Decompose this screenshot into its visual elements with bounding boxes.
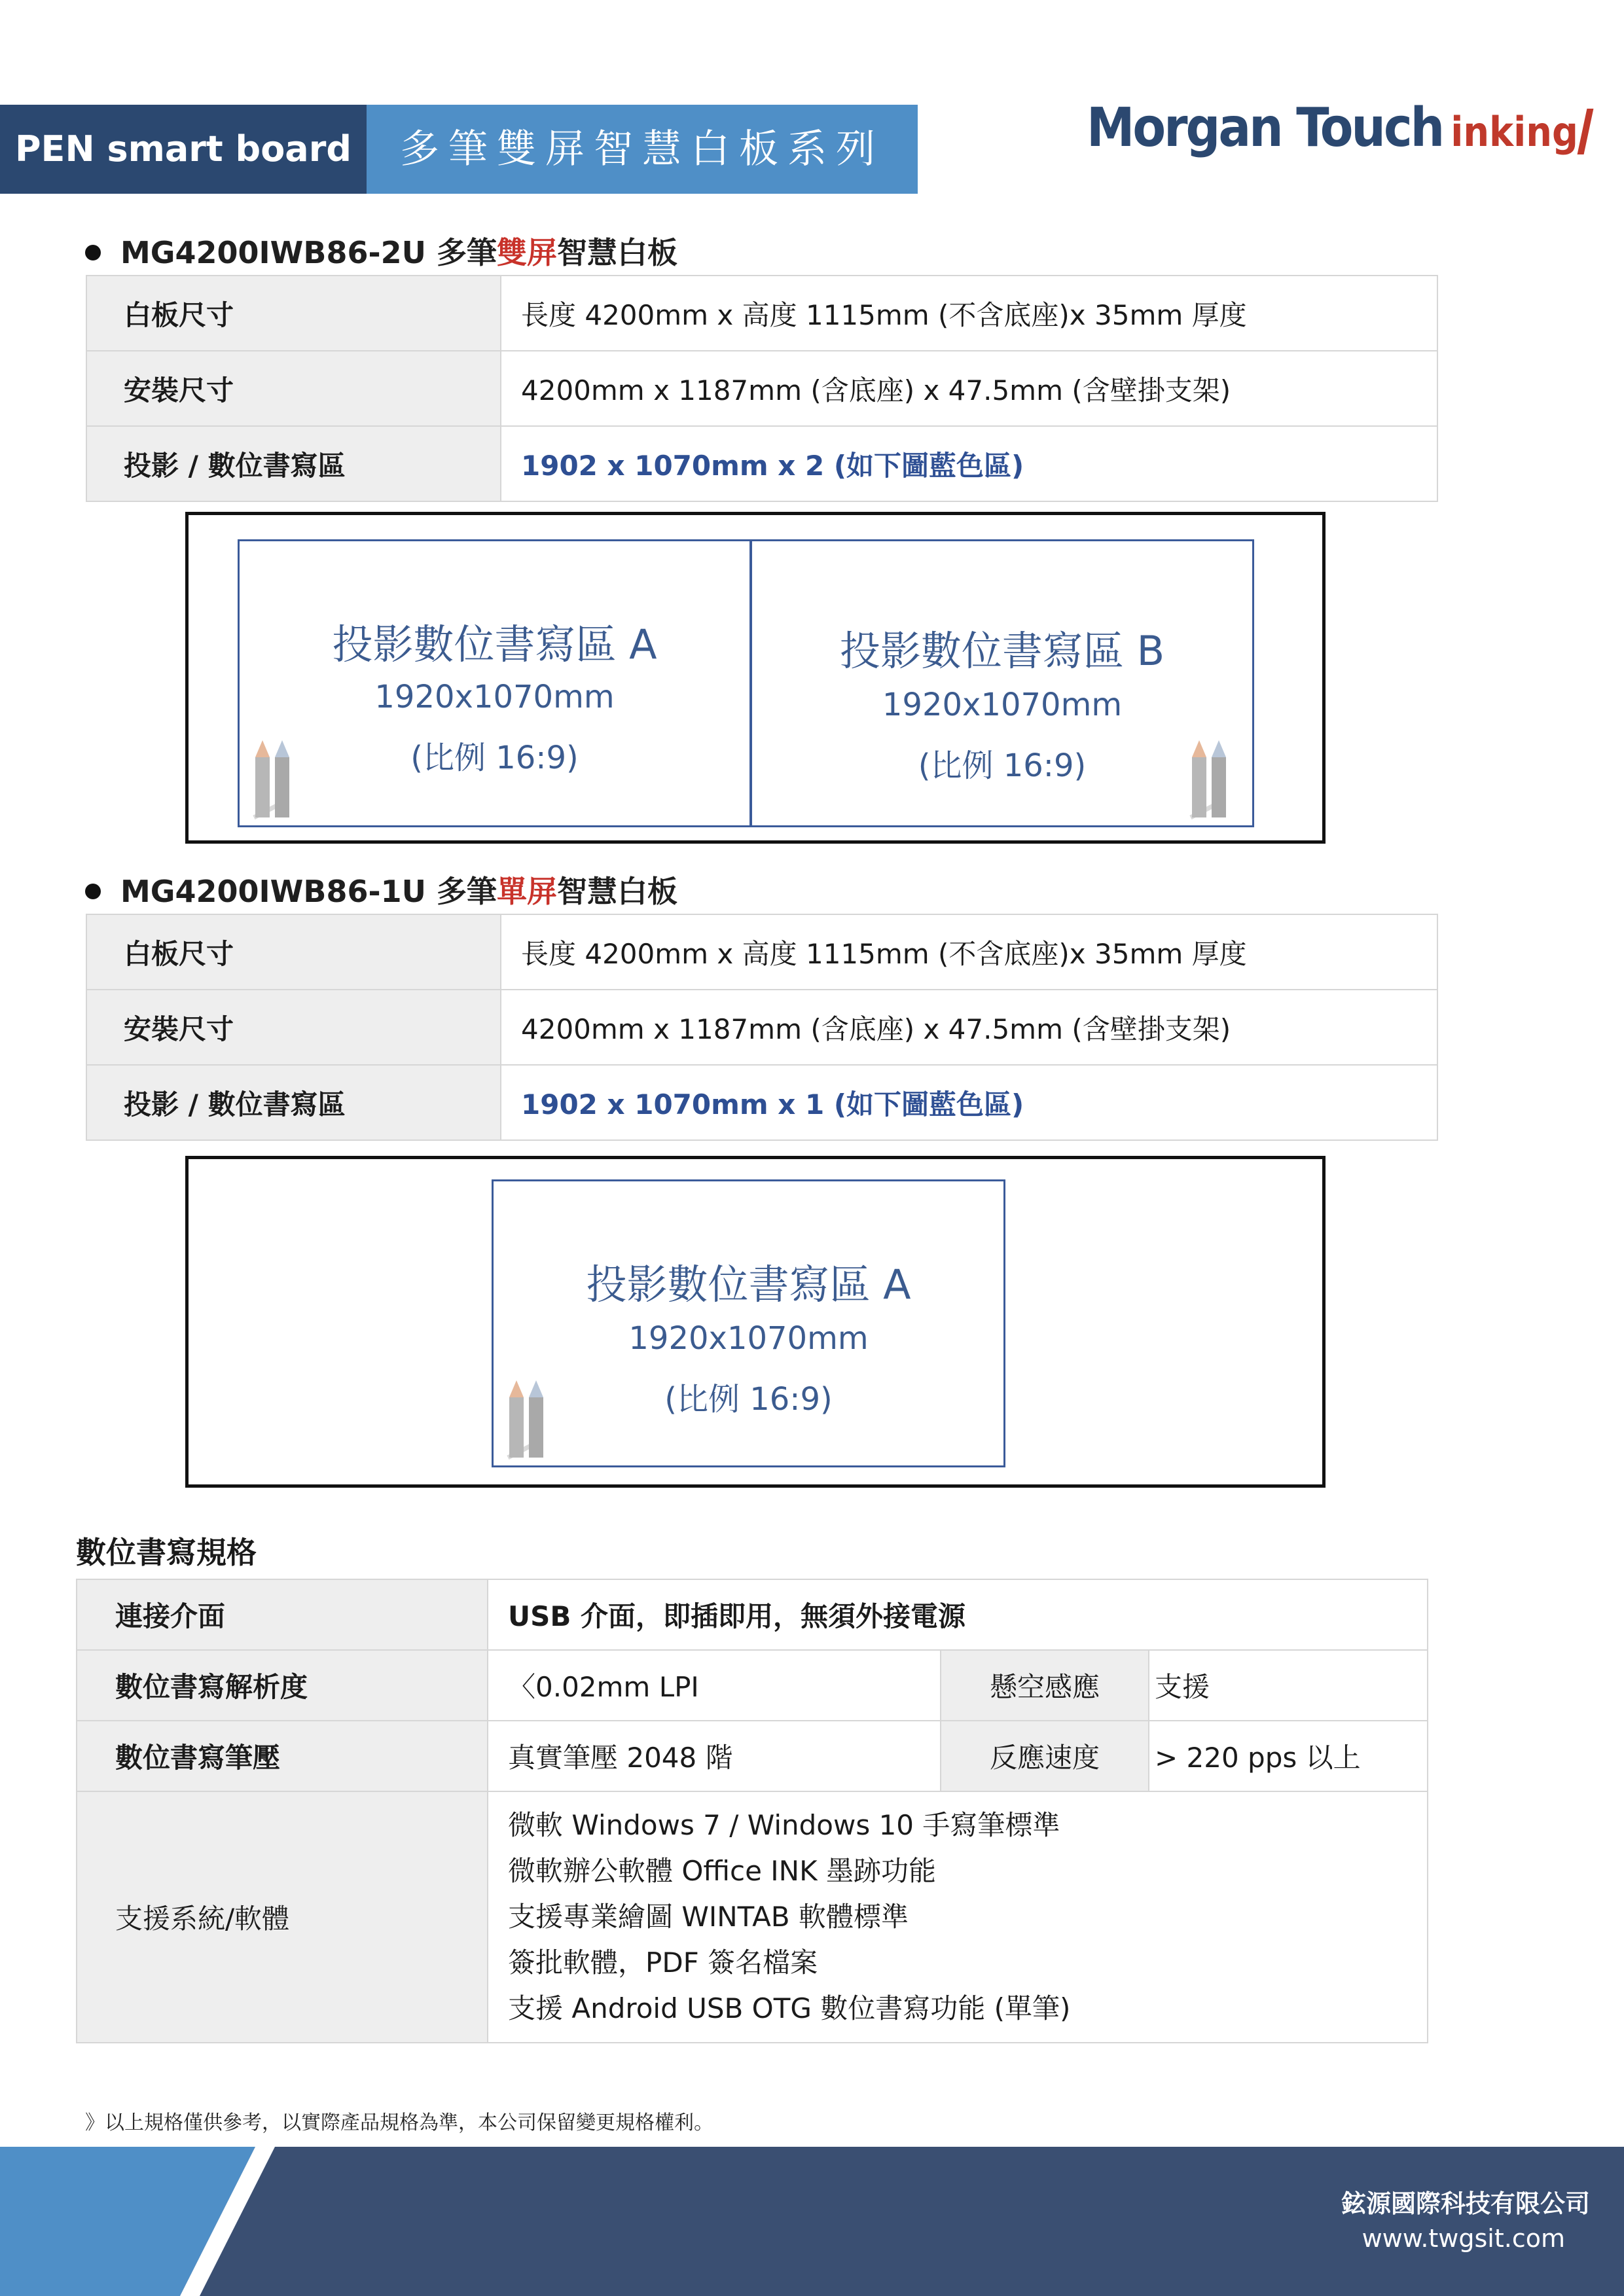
website-link[interactable]: www.twgsit.com (1362, 2224, 1565, 2253)
pressure-label: 數位書寫筆壓 (77, 1721, 488, 1791)
panel-ratio: (比例 16:9) (410, 740, 579, 776)
support-list (488, 1791, 1428, 2043)
section-title-single (85, 868, 677, 911)
resolution-value: 〈0.02mm LPI (488, 1650, 941, 1721)
writing-area-a (492, 1179, 1005, 1467)
logo-sub-text: inking (1451, 108, 1578, 156)
row-value: 1902 x 1070mm x 1 (如下圖藍色區) (501, 1065, 1437, 1140)
table-row (86, 914, 1437, 990)
title-highlight: 單屏 (496, 874, 557, 909)
panel-title: 投影數位書寫區 A (586, 1261, 911, 1308)
hover-label: 懸空感應 (941, 1650, 1149, 1721)
product-line-zh: 多筆雙屏智慧白板系列 (400, 126, 884, 172)
response-label: 反應速度 (941, 1721, 1149, 1791)
table-row (86, 426, 1437, 501)
title-highlight: 雙屏 (496, 235, 557, 270)
row-label: 安裝尺寸 (86, 990, 501, 1065)
row-value: 長度 4200mm x 高度 1115mm (不含底座)x 35mm 厚度 (501, 276, 1437, 351)
panel-ratio: (比例 16:9) (918, 747, 1087, 784)
list-item: 簽批軟體，PDF 簽名檔案 (508, 1946, 818, 1979)
title-prefix: 多筆 (436, 235, 497, 270)
list-item: 支援 Android USB OTG 數位書寫功能 (單筆) (508, 1992, 1071, 2024)
row-label: 白板尺寸 (86, 276, 501, 351)
brand-logo (1087, 97, 1589, 159)
panel-title: 投影數位書寫區 A (332, 620, 657, 668)
table-row (77, 1579, 1428, 1650)
panel-dimensions: 1920x1070mm (628, 1320, 869, 1357)
model-number: MG4200IWB86-2U (120, 235, 426, 270)
panel-ratio: (比例 16:9) (664, 1381, 833, 1418)
single-screen-diagram (185, 1156, 1326, 1488)
footer-band (0, 2147, 1624, 2296)
logo-mark (1577, 109, 1593, 154)
digital-spec-title: 數位書寫規格 (76, 1535, 257, 1570)
row-label: 投影 / 數位書寫區 (86, 426, 501, 501)
hover-value: 支援 (1149, 1650, 1428, 1721)
response-value: > 220 pps 以上 (1149, 1721, 1428, 1791)
logo-main-text: Morgan Touch (1087, 97, 1443, 159)
dual-screen-diagram (185, 512, 1326, 844)
table-row (77, 1791, 1428, 2043)
pens-icon (1184, 738, 1243, 823)
model-number: MG4200IWB86-1U (120, 874, 426, 909)
panel-title: 投影數位書寫區 B (839, 627, 1165, 675)
disclaimer: 》以上規格僅供參考，以實際產品規格為準，本公司保留變更規格權利。 (85, 2111, 713, 2134)
title-prefix: 多筆 (436, 874, 497, 909)
bullet-icon (85, 884, 101, 899)
table-row (86, 276, 1437, 351)
panel-dimensions: 1920x1070mm (882, 687, 1123, 723)
row-label: 投影 / 數位書寫區 (86, 1065, 501, 1140)
row-value: 1902 x 1070mm x 2 (如下圖藍色區) (501, 426, 1437, 501)
digital-spec-table (76, 1579, 1428, 2043)
pens-icon (247, 738, 306, 823)
row-label: 白板尺寸 (86, 914, 501, 990)
table-row (77, 1721, 1428, 1791)
writing-area-a (238, 539, 751, 827)
table-row (86, 990, 1437, 1065)
interface-value: USB 介面，即插即用，無須外接電源 (488, 1579, 1428, 1650)
interface-label: 連接介面 (77, 1579, 488, 1650)
panel-dimensions: 1920x1070mm (374, 679, 615, 715)
product-line-en: PEN smart board (14, 128, 352, 170)
row-label: 安裝尺寸 (86, 351, 501, 426)
list-item: 微軟辦公軟體 Office INK 墨跡功能 (508, 1855, 936, 1887)
list-item: 支援專業繪圖 WINTAB 軟體標準 (508, 1901, 909, 1933)
company-name: 鉉源國際科技有限公司 (1341, 2189, 1590, 2218)
section-title-dual (85, 229, 677, 272)
spec-table-single (86, 914, 1438, 1141)
table-row (86, 1065, 1437, 1140)
row-value: 4200mm x 1187mm (含底座) x 47.5mm (含壁掛支架) (501, 351, 1437, 426)
spec-table-dual (86, 275, 1438, 502)
support-label: 支援系統/軟體 (77, 1791, 488, 2043)
bullet-icon (85, 245, 101, 260)
table-row (86, 351, 1437, 426)
row-value: 4200mm x 1187mm (含底座) x 47.5mm (含壁掛支架) (501, 990, 1437, 1065)
pens-icon (501, 1378, 560, 1463)
row-value: 長度 4200mm x 高度 1115mm (不含底座)x 35mm 厚度 (501, 914, 1437, 990)
pressure-value: 真實筆壓 2048 階 (488, 1721, 941, 1791)
title-suffix: 智慧白板 (556, 235, 677, 270)
writing-area-b (750, 539, 1254, 827)
list-item: 微軟 Windows 7 / Windows 10 手寫筆標準 (508, 1809, 1060, 1841)
table-row (77, 1650, 1428, 1721)
resolution-label: 數位書寫解析度 (77, 1650, 488, 1721)
title-suffix: 智慧白板 (556, 874, 677, 909)
